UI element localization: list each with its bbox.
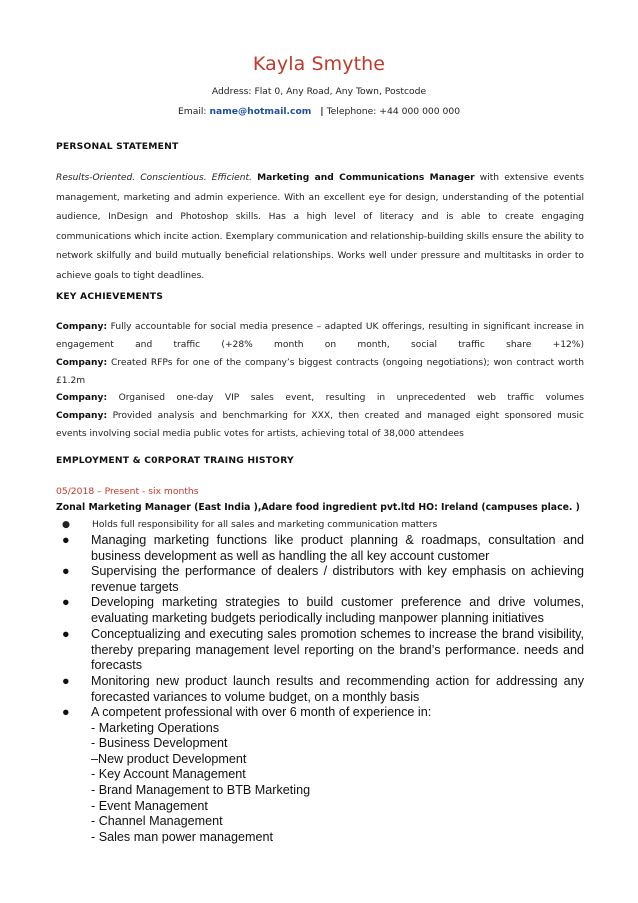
- experience-list: [62, 705, 584, 845]
- personal-statement-text: [56, 169, 584, 286]
- job-date-range: 05/2018 – Present - six months: [56, 486, 199, 497]
- bullet-icon: ●: [62, 705, 70, 719]
- bullet-text: Supervising the performance of dealers / distributors with key emphasis on achieving revenue targets: [91, 564, 584, 594]
- address-line: [0, 86, 638, 97]
- key-achievements-heading: KEY ACHIEVEMENTS: [56, 291, 164, 302]
- achievement-2-line-2: £1.2m: [56, 376, 86, 386]
- achievement-2-line-1: Company: Created RFPs for one of the company’s biggest contracts (ongoing negotiations); won contract worth: [56, 358, 584, 368]
- address-value: Flat 0, Any Road, Any Town, Postcode: [254, 86, 427, 97]
- list-item: [62, 627, 584, 674]
- bullet-text: Conceptualizing and executing sales promotion schemes to increase the brand visibility, thereby preparing management level reporting on the brand’s performance. needs and forecasts: [91, 627, 584, 673]
- experience-item: - Business Development: [91, 736, 228, 751]
- experience-item: - Sales man power management: [91, 829, 274, 844]
- experience-item: –New product Development: [91, 751, 247, 766]
- achievement-1-line-2: engagement and traffic (+28% month on month, social traffic share +12%): [56, 340, 584, 350]
- statement-body: with extensive events management, marketing and admin experience. With an excellent eye for design, understanding of the potential audience, InDesign and Photoshop skills. Has a high level of literacy and is able to create engaging communications which incite action. Exemplary communication and relationship-building skills ensure the ability to network skilfully and build mutually beneficial relationships. Works well under pressure and multitasks in order to achieve goals to tight deadlines.: [56, 173, 584, 281]
- bullet-icon: ●: [62, 595, 70, 609]
- experience-item: - Marketing Operations: [91, 720, 220, 735]
- statement-intro: Results-Oriented. Conscientious. Efficient.: [56, 173, 252, 183]
- achievement-3: Company: Organised one-day VIP sales event, resulting in unprecedented web traffic volumes: [56, 393, 584, 403]
- bullet-text: Holds full responsibility for all sales and marketing communication matters: [92, 519, 438, 530]
- experience-item: - Channel Management: [91, 814, 223, 829]
- bullet-text: Monitoring new product launch results and recommending action for addressing any forecasted variances to volume budget, on a monthly basis: [91, 674, 584, 704]
- contact-line: [0, 106, 638, 117]
- achievement-1-line-1: Company: Fully accountable for social media presence – adapted UK offerings, resulting in significant increase in: [56, 322, 584, 332]
- list-item: [62, 595, 584, 626]
- candidate-name: Kayla Smythe: [252, 53, 386, 75]
- address-label: Address:: [211, 86, 252, 97]
- employment-heading: EMPLOYMENT & C0RPORAT TRAING HISTORY: [56, 455, 294, 466]
- achievement-4-line-1: Company: Provided analysis and benchmarking for XXX, then created and managed eight sponsored music: [56, 411, 584, 421]
- bullet-icon: ●: [62, 674, 70, 688]
- experience-intro: A competent professional with over 6 month of experience in:: [91, 705, 432, 719]
- bullet-icon: ●: [62, 533, 70, 547]
- personal-statement-heading: PERSONAL STATEMENT: [56, 141, 179, 152]
- list-item: [62, 564, 584, 595]
- telephone-value: +44 000 000 000: [379, 106, 461, 117]
- bullet-icon: ●: [62, 564, 70, 578]
- bullet-icon: ●: [62, 519, 71, 530]
- list-item: [62, 533, 584, 564]
- experience-item: - Key Account Management: [91, 767, 246, 782]
- experience-item: - Event Management: [91, 798, 208, 813]
- statement-role: Marketing and Communications Manager: [257, 173, 475, 183]
- experience-item: - Brand Management to BTB Marketing: [91, 782, 311, 797]
- email-link[interactable]: name@hotmail.com: [209, 106, 312, 117]
- list-item: [62, 674, 584, 705]
- bullet-icon: ●: [62, 627, 70, 641]
- email-label: Email:: [177, 106, 207, 117]
- job-title: Zonal Marketing Manager (East India ),Adare food ingredient pvt.ltd HO: Ireland (campuses place. ): [56, 502, 580, 513]
- bullet-text: Developing marketing strategies to build customer preference and drive volumes, evaluating marketing budgets periodically including manpower planning initiatives: [91, 595, 584, 625]
- bullet-text: Managing marketing functions like product planning & roadmaps, consultation and business development as well as handling the all key account customer: [91, 533, 584, 563]
- contact-separator: |: [320, 106, 324, 117]
- achievement-4-line-2: events involving social media public votes for artists, achieving total of 38,000 attendees: [56, 429, 464, 439]
- telephone-label: Telephone:: [326, 106, 377, 117]
